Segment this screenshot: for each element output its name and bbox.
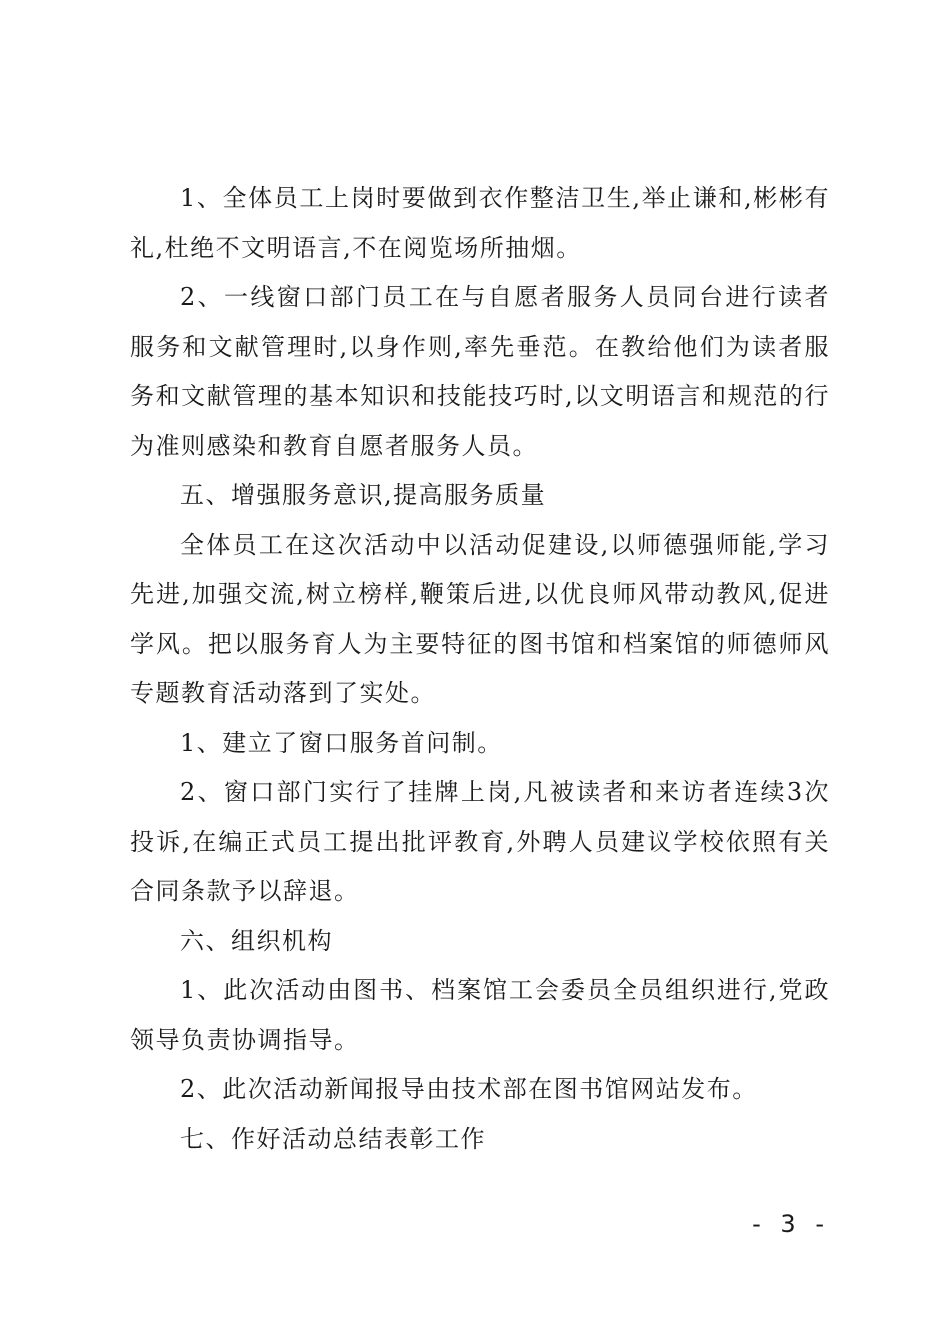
paragraph-dress-conduct: 1、全体员工上岗时要做到衣作整洁卫生,举止谦和,彬彬有礼,杜绝不文明语言,不在阅览场所抽烟。 <box>130 184 830 262</box>
paragraph-organizers: 1、此次活动由图书、档案馆工会委员全员组织进行,党政领导负责协调指导。 <box>130 976 830 1054</box>
section-heading-organization: 六、组织机构 <box>180 926 333 955</box>
paragraph-news-release: 2、此次活动新闻报导由技术部在图书馆网站发布。 <box>180 1075 758 1103</box>
document-body <box>130 174 830 1164</box>
paragraph-first-inquiry: 1、建立了窗口服务首问制。 <box>180 728 503 757</box>
page-number: - 3 - <box>752 1210 830 1238</box>
paragraph-activity-summary: 全体员工在这次活动中以活动促建设,以师德强师能,学习先进,加强交流,树立榜样,鞭策后进,以优良师风带动教风,促进学风。把以服务育人为主要特征的图书馆和档案馆的师德师风专题教育活动落到了实处。 <box>130 530 830 707</box>
section-heading-summary-commendation: 七、作好活动总结表彰工作 <box>180 1124 486 1153</box>
section-heading-service-awareness: 五、增强服务意识,提高服务质量 <box>180 481 547 509</box>
paragraph-window-staff: 2、一线窗口部门员工在与自愿者服务人员同台进行读者服务和文献管理时,以身作则,率先垂范。在教给他们为读者服务和文献管理的基本知识和技能技巧时,以文明语言和规范的行为准则感染和教育自愿者服务人员。 <box>130 283 830 460</box>
paragraph-badge-duty: 2、窗口部门实行了挂牌上岗,凡被读者和来访者连续3次投诉,在编正式员工提出批评教育,外聘人员建议学校依照有关合同条款予以辞退。 <box>130 778 830 905</box>
